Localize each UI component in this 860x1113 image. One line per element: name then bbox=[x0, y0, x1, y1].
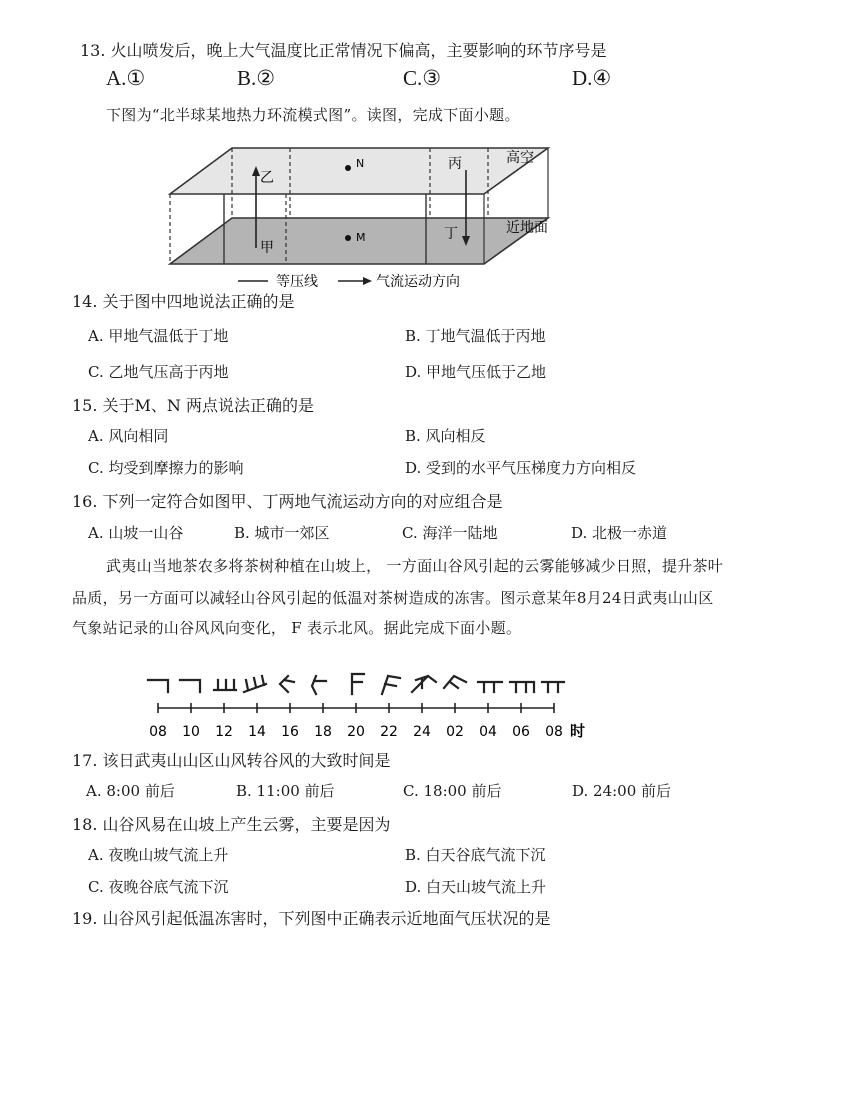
time-tick-label: 20 bbox=[347, 724, 365, 740]
q15-stem: 15. 关于M、N 两点说法正确的是 bbox=[72, 396, 315, 415]
time-tick-label: 06 bbox=[512, 724, 530, 740]
label-n: N bbox=[356, 157, 365, 170]
time-tick-label: 02 bbox=[446, 724, 464, 740]
passage-line-2: 品质，另一方面可以减轻山谷风引起的低温对茶树造成的冻害。图示意某年8月24日武夷山山区 bbox=[72, 589, 714, 607]
label-upper-air: 高空 bbox=[506, 150, 534, 166]
time-tick-label: 08 bbox=[149, 724, 167, 740]
q16-option-b[interactable]: B. 城市一郊区 bbox=[234, 524, 330, 542]
time-tick-label: 22 bbox=[380, 724, 398, 740]
q13-stem: 13. 火山喷发后，晚上大气温度比正常情况下偏高，主要影响的环节序号是 bbox=[80, 41, 607, 60]
q14-option-a[interactable]: A. 甲地气温低于丁地 bbox=[88, 327, 229, 345]
q18-option-d[interactable]: D. 白天山坡气流上升 bbox=[405, 878, 547, 896]
q18-stem: 18. 山谷风易在山坡上产生云雾，主要是因为 bbox=[72, 815, 391, 834]
label-yi: 乙 bbox=[260, 170, 274, 186]
q16-option-c[interactable]: C. 海洋一陆地 bbox=[402, 524, 498, 542]
wind-direction-figure bbox=[138, 668, 598, 744]
wind-symbol bbox=[510, 682, 534, 692]
label-jia: 甲 bbox=[260, 240, 274, 256]
time-tick-label: 12 bbox=[215, 724, 233, 740]
q19-stem: 19. 山谷风引起低温冻害时，下列图中正确表示近地面气压状况的是 bbox=[72, 909, 551, 928]
time-tick-label: 04 bbox=[479, 724, 497, 740]
passage-line-3: 气象站记录的山谷风风向变化， F 表示北风。据此完成下面小题。 bbox=[72, 619, 522, 637]
wind-symbol bbox=[542, 682, 564, 692]
wind-symbol bbox=[382, 676, 400, 694]
point-m-dot bbox=[345, 235, 351, 241]
q18-option-c[interactable]: C. 夜晚谷底气流下沉 bbox=[88, 878, 229, 896]
q14-option-d[interactable]: D. 甲地气压低于乙地 bbox=[405, 363, 547, 381]
time-unit: 时 bbox=[570, 722, 586, 740]
label-bing: 丙 bbox=[448, 156, 462, 172]
legend-flow-label: 气流运动方向 bbox=[376, 274, 460, 290]
label-m: M bbox=[356, 231, 366, 244]
wind-symbol bbox=[478, 682, 502, 692]
label-ding: 丁 bbox=[444, 226, 458, 242]
time-tick-label: 14 bbox=[248, 724, 266, 740]
thermal-circulation-figure bbox=[168, 140, 568, 292]
q13-option-b[interactable]: B.② bbox=[237, 66, 276, 90]
q16-option-a[interactable]: A. 山坡一山谷 bbox=[88, 524, 184, 542]
q16-stem: 16. 下列一定符合如图甲、丁两地气流运动方向的对应组合是 bbox=[72, 492, 503, 511]
wind-symbol bbox=[180, 680, 200, 692]
label-near-surface: 近地面 bbox=[506, 220, 548, 236]
time-tick-label: 10 bbox=[182, 724, 200, 740]
q15-option-d[interactable]: D. 受到的水平气压梯度力方向相反 bbox=[405, 459, 637, 477]
q16-option-d[interactable]: D. 北极一赤道 bbox=[571, 524, 668, 542]
q17-option-c[interactable]: C. 18:00 前后 bbox=[403, 782, 502, 800]
wind-symbol bbox=[214, 680, 236, 690]
wind-symbol bbox=[412, 676, 436, 692]
arrow-head bbox=[363, 277, 372, 285]
upper-plane bbox=[170, 148, 548, 194]
figure1-intro: 下图为“北半球某地热力环流模式图”。读图，完成下面小题。 bbox=[106, 106, 520, 124]
q17-option-d[interactable]: D. 24:00 前后 bbox=[572, 782, 672, 800]
legend-isobar-label: 等压线 bbox=[276, 274, 318, 290]
q17-option-a[interactable]: A. 8:00 前后 bbox=[86, 782, 175, 800]
passage-line-1: 武夷山当地茶农多将茶树种植在山坡上， 一方面山谷风引起的云雾能够减少日照，提升茶叶 bbox=[106, 557, 724, 575]
time-tick-label: 24 bbox=[413, 724, 431, 740]
q15-option-b[interactable]: B. 风向相反 bbox=[405, 427, 486, 445]
q14-option-c[interactable]: C. 乙地气压高于丙地 bbox=[88, 363, 229, 381]
time-tick-label: 16 bbox=[281, 724, 299, 740]
wind-symbol bbox=[352, 674, 364, 694]
q18-option-b[interactable]: B. 白天谷底气流下沉 bbox=[405, 846, 546, 864]
wind-symbol bbox=[148, 680, 168, 692]
q13-option-a[interactable]: A.① bbox=[106, 66, 146, 90]
q13-option-c[interactable]: C.③ bbox=[403, 66, 442, 90]
q15-option-c[interactable]: C. 均受到摩擦力的影响 bbox=[88, 459, 244, 477]
time-tick-label: 18 bbox=[314, 724, 332, 740]
wind-symbol bbox=[244, 676, 266, 692]
q14-stem: 14. 关于图中四地说法正确的是 bbox=[72, 292, 295, 311]
q18-option-a[interactable]: A. 夜晚山坡气流上升 bbox=[88, 846, 229, 864]
q13-option-d[interactable]: D.④ bbox=[572, 66, 612, 90]
time-tick-label: 08 bbox=[545, 724, 563, 740]
wind-symbol bbox=[280, 676, 294, 692]
wind-symbol bbox=[312, 676, 326, 694]
q17-stem: 17. 该日武夷山山区山风转谷风的大致时间是 bbox=[72, 751, 391, 770]
q17-option-b[interactable]: B. 11:00 前后 bbox=[236, 782, 335, 800]
point-n-dot bbox=[345, 165, 351, 171]
q15-option-a[interactable]: A. 风向相同 bbox=[88, 427, 169, 445]
wind-symbol bbox=[444, 676, 466, 688]
q14-option-b[interactable]: B. 丁地气温低于丙地 bbox=[405, 327, 546, 345]
